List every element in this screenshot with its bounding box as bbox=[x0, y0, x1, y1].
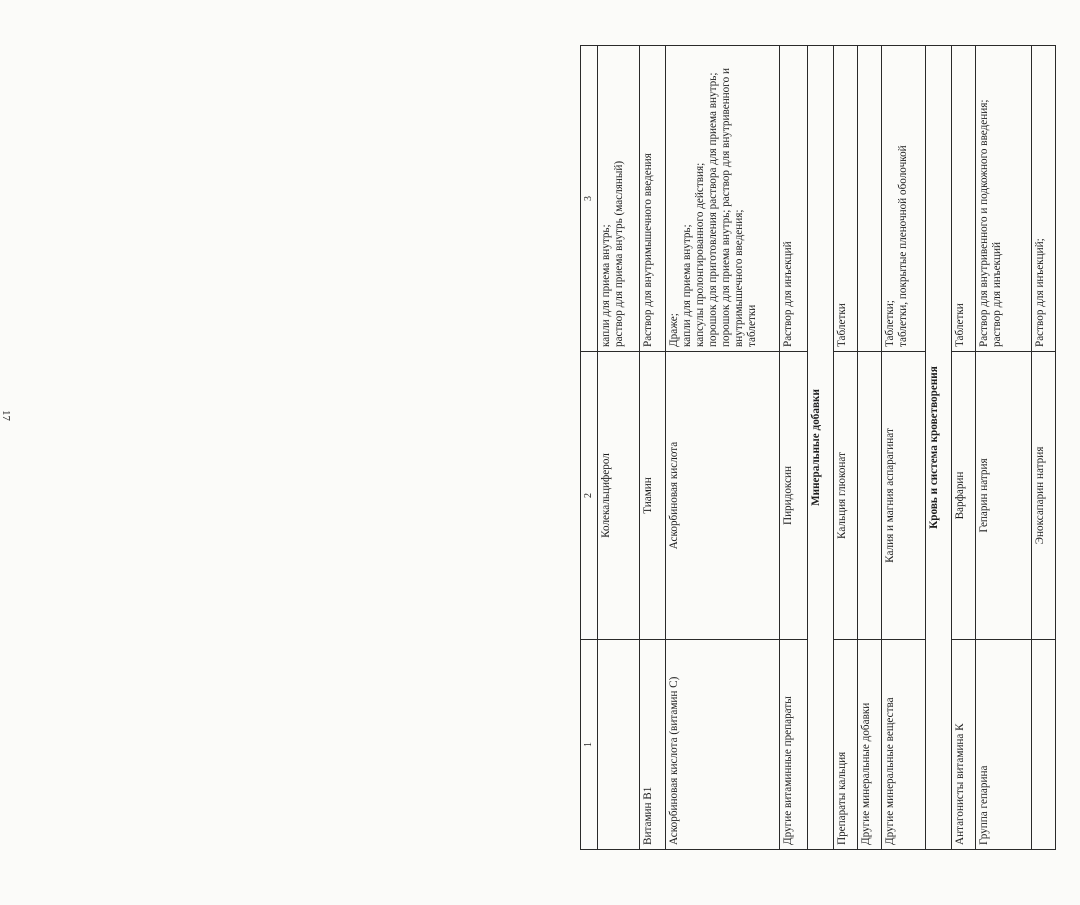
table-row bbox=[976, 46, 1032, 850]
form-cell bbox=[858, 46, 882, 352]
drug-cell: Тиамин bbox=[640, 352, 666, 640]
table-row bbox=[640, 46, 666, 850]
table-row bbox=[598, 46, 640, 850]
section-title: Кровь и система кроветворения bbox=[926, 46, 952, 850]
group-cell: Другие минеральные вещества bbox=[882, 640, 926, 850]
header-row bbox=[581, 46, 598, 850]
drug-cell: Колекальциферол bbox=[598, 352, 640, 640]
table-row bbox=[834, 46, 858, 850]
table-row bbox=[952, 46, 976, 850]
group-cell: Другие минеральные добавки bbox=[858, 640, 882, 850]
group-cell bbox=[1032, 640, 1056, 850]
form-cell: Таблетки; таблетки, покрытые пленочной оболочкой bbox=[882, 46, 926, 352]
table-row bbox=[858, 46, 882, 850]
drug-cell: Калия и магния аспарагинат bbox=[882, 352, 926, 640]
drug-cell: Варфарин bbox=[952, 352, 976, 640]
form-cell: Раствор для инъекций; bbox=[1032, 46, 1056, 352]
table-row bbox=[882, 46, 926, 850]
section-row bbox=[808, 46, 834, 850]
drug-cell: Пиридоксин bbox=[780, 352, 808, 640]
group-cell: Витамин B1 bbox=[640, 640, 666, 850]
form-cell: капли для приема внутрь; раствор для приема внутрь (масляный) bbox=[598, 46, 640, 352]
group-cell: Группа гепарина bbox=[976, 640, 1032, 850]
drug-cell bbox=[858, 352, 882, 640]
drug-cell: Гепарин натрия bbox=[976, 352, 1032, 640]
form-cell: Раствор для внутримышечного введения bbox=[640, 46, 666, 352]
table-row bbox=[780, 46, 808, 850]
group-cell bbox=[598, 640, 640, 850]
group-cell: Другие витаминные препараты bbox=[780, 640, 808, 850]
table-row bbox=[666, 46, 780, 850]
drug-cell: Аскорбиновая кислота bbox=[666, 352, 780, 640]
drug-cell: Эноксапарин натрия bbox=[1032, 352, 1056, 640]
header-col-1: 1 bbox=[581, 640, 598, 850]
group-cell: Препараты кальция bbox=[834, 640, 858, 850]
header-col-3: 3 bbox=[581, 46, 598, 352]
form-cell: Таблетки bbox=[834, 46, 858, 352]
page-number: 17 bbox=[0, 410, 12, 421]
group-cell: Аскорбиновая кислота (витамин C) bbox=[666, 640, 780, 850]
group-cell: Антагонисты витамина К bbox=[952, 640, 976, 850]
form-cell: Таблетки bbox=[952, 46, 976, 352]
rotated-page bbox=[580, 55, 1080, 850]
form-cell: Раствор для инъекций bbox=[780, 46, 808, 352]
form-cell: Раствор для внутривенного и подкожного введения; раствор для инъекций bbox=[976, 46, 1032, 352]
drug-cell: Кальция глюконат bbox=[834, 352, 858, 640]
section-row bbox=[926, 46, 952, 850]
drug-table bbox=[580, 45, 1056, 850]
section-title: Минеральные добавки bbox=[808, 46, 834, 850]
table-row bbox=[1032, 46, 1056, 850]
header-col-2: 2 bbox=[581, 352, 598, 640]
form-cell: Драже; капли для приема внутрь; капсулы пролонгированного действия; порошок для приготовления раствора для приема внутрь; порошок для приема внутрь; раствор для внутривенного и внутримышечного введения; таблетки bbox=[666, 46, 780, 352]
